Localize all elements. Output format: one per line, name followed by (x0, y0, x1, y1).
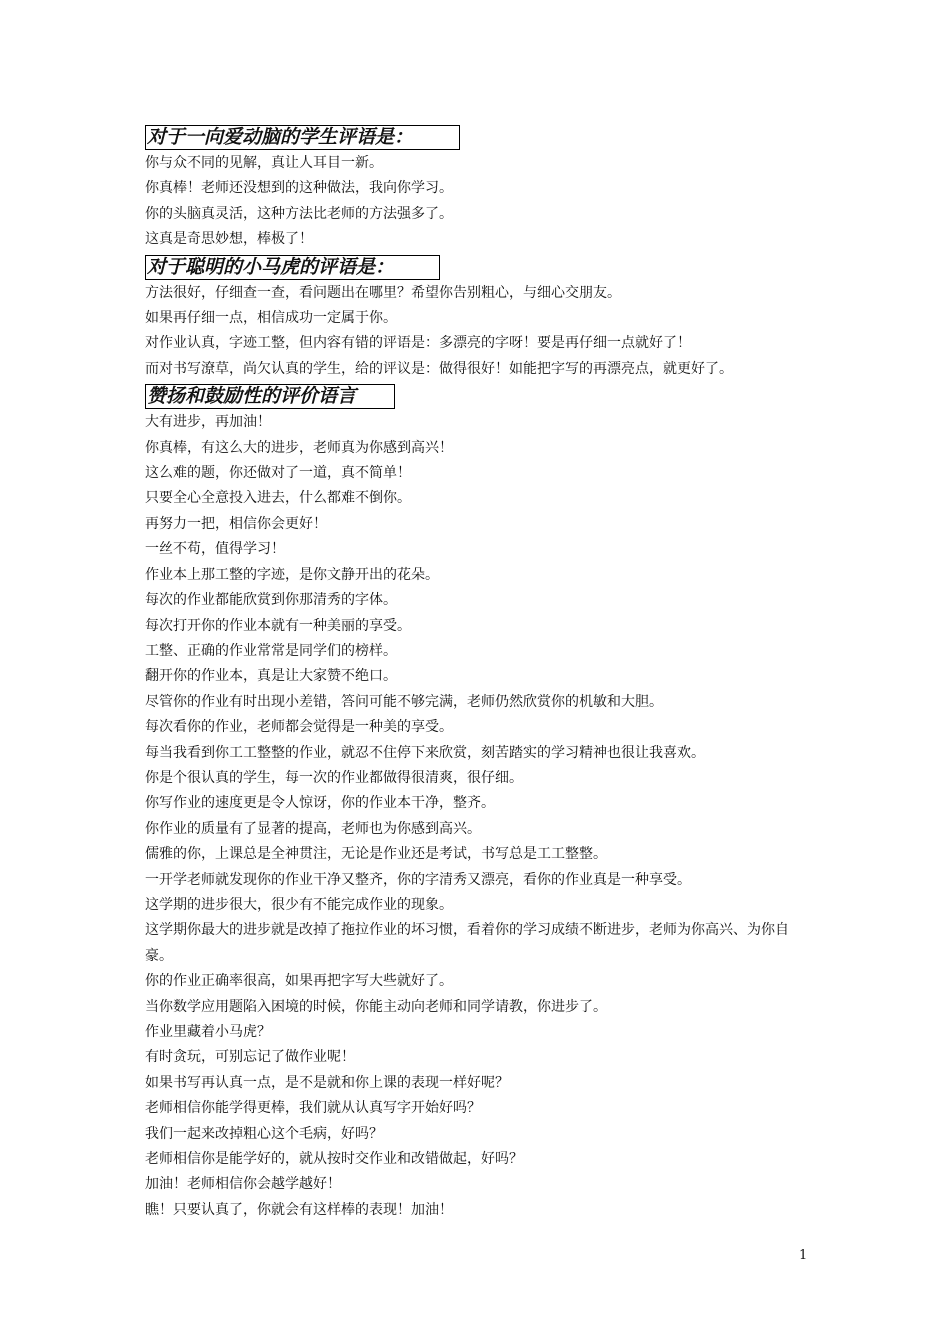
comment-line: 有时贪玩，可别忘记了做作业呢！ (145, 1049, 355, 1066)
comment-line: 你的头脑真灵活，这种方法比老师的方法强多了。 (145, 205, 453, 222)
page-number: 1 (799, 1248, 808, 1263)
comment-line: 你与众不同的见解，真让人耳目一新。 (145, 155, 383, 171)
comment-line: 这学期你最大的进步就是改掉了拖拉作业的坏习惯，看着你的学习成绩不断进步，老师为你高兴、为你自豪。 (145, 922, 789, 964)
comment-line: 只要全心全意投入进去，什么都难不倒你。 (145, 490, 411, 507)
comment-line: 一丝不苟，值得学习！ (145, 541, 285, 558)
comment-line: 对作业认真，字迹工整，但内容有错的评语是：多漂亮的字呀！要是再仔细一点就好了！ (145, 335, 691, 352)
comment-line: 尽管你的作业有时出现小差错，答问可能不够完满，老师仍然欣赏你的机敏和大胆。 (145, 693, 663, 710)
comment-line: 如果书写再认真一点，是不是就和你上课的表现一样好呢？ (145, 1074, 509, 1091)
comment-line: 每当我看到你工工整整的作业，就忍不住停下来欣赏，刻苦踏实的学习精神也很让我喜欢。 (145, 744, 705, 761)
comment-line: 这么难的题，你还做对了一道，真不简单！ (145, 465, 411, 482)
comment-line: 如果再仔细一点，相信成功一定属于你。 (145, 310, 397, 327)
comment-line: 工整、正确的作业常常是同学们的榜样。 (145, 642, 397, 659)
comment-line: 你的作业正确率很高，如果再把字写大些就好了。 (145, 973, 453, 990)
comment-line: 加油！老师相信你会越学越好！ (145, 1176, 341, 1193)
comment-line: 一开学老师就发现你的作业干净又整齐，你的字清秀又漂亮，看你的作业真是一种享受。 (145, 871, 691, 888)
comment-line: 这真是奇思妙想，棒极了！ (145, 231, 313, 248)
section-heading-thinking-students: 对于一向爱动脑的学生评语是： (145, 125, 460, 150)
comment-line: 再努力一把，相信你会更好！ (145, 515, 327, 532)
comment-line: 瞧！只要认真了，你就会有这样棒的表现！加油！ (145, 1201, 453, 1218)
comment-line: 大有进步，再加油！ (145, 414, 271, 431)
comment-line: 你是个很认真的学生，每一次的作业都做得很清爽，很仔细。 (145, 769, 523, 786)
comment-line: 作业本上那工整的字迹，是你文静开出的花朵。 (145, 566, 439, 583)
comment-line: 当你数学应用题陷入困境的时候，你能主动向老师和同学请教，你进步了。 (145, 998, 607, 1015)
section-heading-careless-students: 对于聪明的小马虎的评语是： (145, 255, 440, 280)
comment-line: 作业里藏着小马虎？ (145, 1024, 271, 1040)
comment-line: 这学期的进步很大，很少有不能完成作业的现象。 (145, 896, 453, 913)
comment-line: 你真棒，有这么大的进步，老师真为你感到高兴！ (145, 439, 453, 456)
comment-line: 儒雅的你，上课总是全神贯注，无论是作业还是考试，书写总是工工整整。 (145, 846, 607, 863)
comment-line: 老师相信你能学得更棒，我们就从认真写字开始好吗？ (145, 1100, 481, 1117)
comment-line: 翻开你的作业本，真是让大家赞不绝口。 (145, 668, 397, 685)
comment-line: 你作业的质量有了显著的提高，老师也为你感到高兴。 (145, 820, 481, 837)
comment-line: 老师相信你是能学好的，就从按时交作业和改错做起，好吗？ (145, 1151, 523, 1168)
comment-line: 我们一起来改掉粗心这个毛病，好吗？ (145, 1125, 383, 1142)
comment-line: 每次看你的作业，老师都会觉得是一种美的享受。 (145, 719, 453, 736)
comment-line: 而对书写潦草，尚欠认真的学生，给的评议是：做得很好！如能把字写的再漂亮点，就更好了。 (145, 360, 733, 377)
document-body (145, 123, 813, 1223)
comment-line: 方法很好，仔细查一查，看问题出在哪里？希望你告别粗心，与细心交朋友。 (145, 284, 621, 301)
comment-line: 每次的作业都能欣赏到你那清秀的字体。 (145, 592, 397, 609)
comment-line: 你写作业的速度更是令人惊讶，你的作业本干净，整齐。 (145, 795, 495, 812)
section-heading-encouragement: 赞扬和鼓励性的评价语言 (145, 384, 395, 409)
comment-line: 每次打开你的作业本就有一种美丽的享受。 (145, 617, 411, 634)
comment-line: 你真棒！老师还没想到的这种做法，我向你学习。 (145, 180, 453, 197)
